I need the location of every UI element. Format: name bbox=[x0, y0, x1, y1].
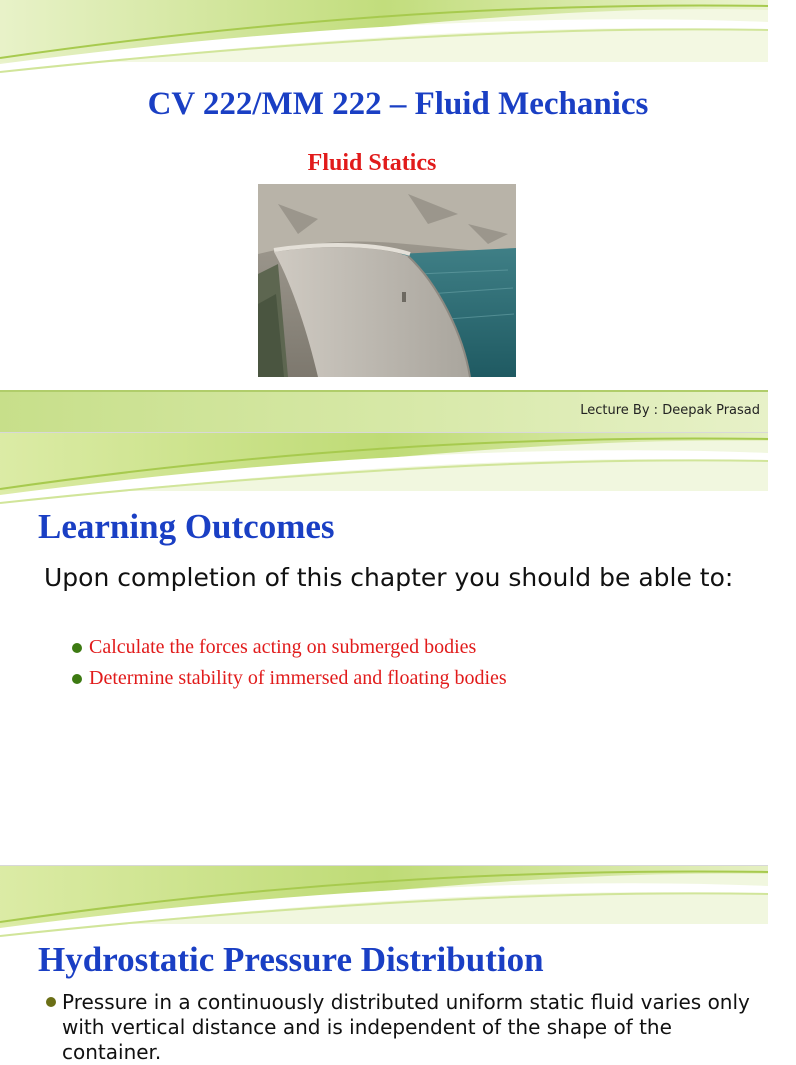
list-item bbox=[72, 663, 507, 694]
lecture-subtitle: Fluid Statics bbox=[307, 150, 437, 176]
bullet-dot-icon bbox=[46, 997, 56, 1007]
pressure-text: Pressure in a continuously distributed uniform static fluid varies only with vertical distance and is independent of the shape of the container. bbox=[62, 990, 750, 1064]
slide-learning-outcomes bbox=[0, 433, 768, 865]
header-swoosh bbox=[0, 0, 768, 80]
slide-title bbox=[0, 0, 768, 432]
bullet-dot-icon bbox=[72, 643, 82, 653]
outcomes-list bbox=[72, 632, 507, 694]
dam-photo bbox=[258, 184, 516, 377]
bullet-dot-icon bbox=[72, 674, 82, 684]
lecturer-credit: Lecture By : Deepak Prasad bbox=[580, 403, 760, 418]
slide-hydrostatic-pressure bbox=[0, 866, 768, 1064]
header-swoosh bbox=[0, 866, 768, 946]
header-swoosh bbox=[0, 433, 768, 513]
slide-heading: Hydrostatic Pressure Distribution bbox=[38, 940, 544, 979]
outcome-text: Determine stability of immersed and floating bodies bbox=[89, 667, 507, 689]
bullet-paragraph bbox=[46, 990, 774, 1065]
intro-text: Upon completion of this chapter you should be able to: bbox=[44, 563, 734, 592]
list-item bbox=[72, 632, 507, 663]
outcome-text: Calculate the forces acting on submerged bodies bbox=[89, 636, 477, 658]
course-title: CV 222/MM 222 – Fluid Mechanics bbox=[147, 86, 649, 122]
slide-heading: Learning Outcomes bbox=[38, 507, 335, 546]
